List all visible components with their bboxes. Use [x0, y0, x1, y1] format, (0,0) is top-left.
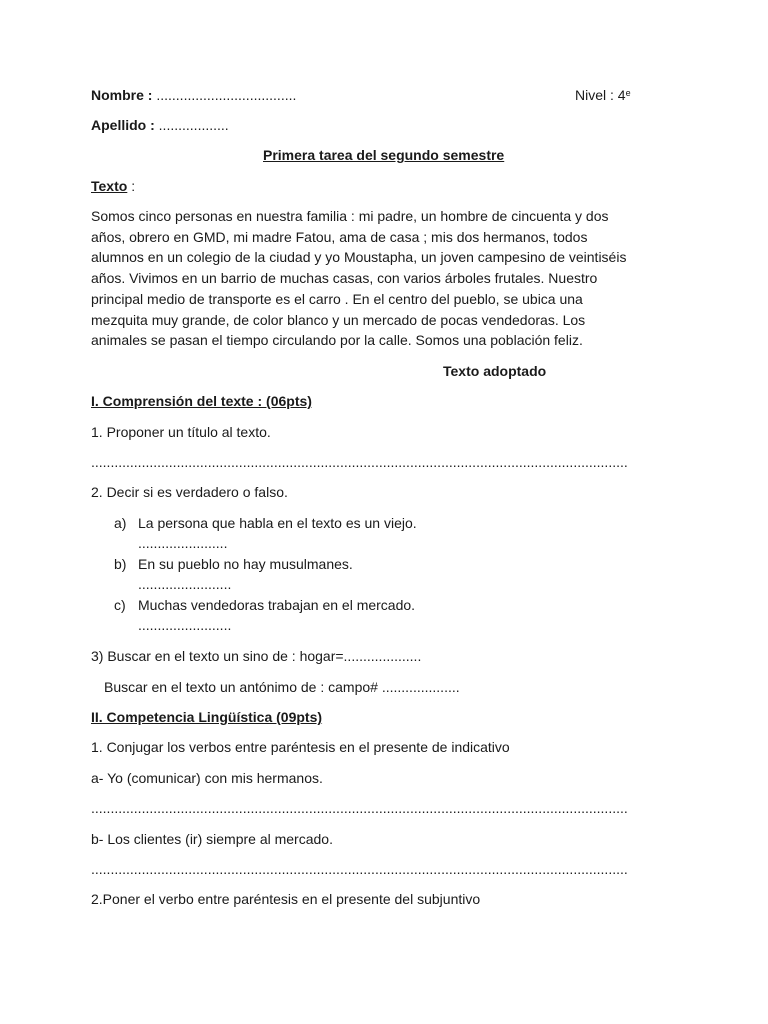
nivel-label: Nivel : 4 [575, 87, 626, 103]
section2-question-2: 2.Poner el verbo entre paréntesis en el presente del subjuntivo [91, 891, 481, 907]
section2-item-a: a- Yo (comunicar) con mis hermanos. [91, 770, 323, 786]
section1-question-3b: Buscar en el texto un antónimo de : campo# .................... [104, 679, 460, 695]
passage-line: años. Vivimos en un barrio de muchas casas, con varios árboles frutales. Nuestro [91, 270, 598, 287]
section1-question-2: 2. Decir si es verdadero o falso. [91, 484, 288, 500]
section2-heading: II. Competencia Lingüística (09pts) [91, 709, 323, 725]
list-item-blank[interactable]: ........................ [138, 617, 232, 633]
section1-question-3a: 3) Buscar en el texto un sino de : hogar=.................... [91, 648, 422, 664]
answer-line[interactable]: .......................................................................................................................................... [91, 800, 628, 816]
texto-label: Texto [91, 178, 128, 194]
section2-item-b: b- Los clientes (ir) siempre al mercado. [91, 831, 333, 847]
nombre-label: Nombre : [91, 87, 153, 103]
apellido-label: Apellido : [91, 117, 155, 133]
passage-line: principal medio de transporte es el carro . En el centro del pueblo, se ubica una [91, 290, 583, 307]
reading-passage [91, 206, 676, 351]
passage-line: años, obrero en GMD, mi madre Fatou, ama de casa ; mis dos hermanos, todos [91, 228, 588, 245]
answer-line[interactable]: .......................................................................................................................................... [91, 861, 628, 877]
list-item-blank[interactable]: ....................... [138, 535, 228, 551]
list-item-marker: c) [114, 597, 126, 613]
passage-line: alumnos en un colegio de la ciudad y yo Moustapha, un joven campesino de veintiséis [91, 249, 627, 266]
section1-heading: I. Comprensión del texte : (06pts) [91, 393, 312, 409]
passage-line: Somos cinco personas en nuestra familia : mi padre, un hombre de cincuenta y dos [91, 208, 609, 224]
answer-line[interactable]: .......................................................................................................................................... [91, 454, 628, 470]
texto-heading [91, 176, 135, 196]
list-item-text: La persona que habla en el texto es un viejo. [138, 515, 417, 531]
nivel [575, 85, 631, 105]
nivel-superscript: e [625, 88, 631, 98]
texto-colon: : [131, 178, 136, 194]
section2-question-1: 1. Conjugar los verbos entre paréntesis en el presente de indicativo [91, 739, 510, 755]
nombre-row [91, 85, 296, 105]
list-item-marker: b) [114, 556, 127, 572]
list-item-blank[interactable]: ........................ [138, 576, 232, 592]
passage-source: Texto adoptado [443, 363, 547, 379]
list-item-text: En su pueblo no hay musulmanes. [138, 556, 353, 572]
list-item-text: Muchas vendedoras trabajan en el mercado. [138, 597, 416, 613]
nombre-blank: .................................... [156, 87, 297, 103]
page-title: Primera tarea del segundo semestre [263, 147, 505, 163]
list-item-marker: a) [114, 515, 127, 531]
section1-question-1: 1. Proponer un título al texto. [91, 424, 271, 440]
passage-line: animales se pasan el tiempo circulando por la calle. Somos una población feliz. [91, 332, 583, 349]
apellido-row [91, 115, 229, 135]
apellido-blank: .................. [158, 117, 229, 133]
passage-line: mezquita muy grande, de color blanco y un mercado de pocas vendedoras. Los [91, 311, 586, 328]
